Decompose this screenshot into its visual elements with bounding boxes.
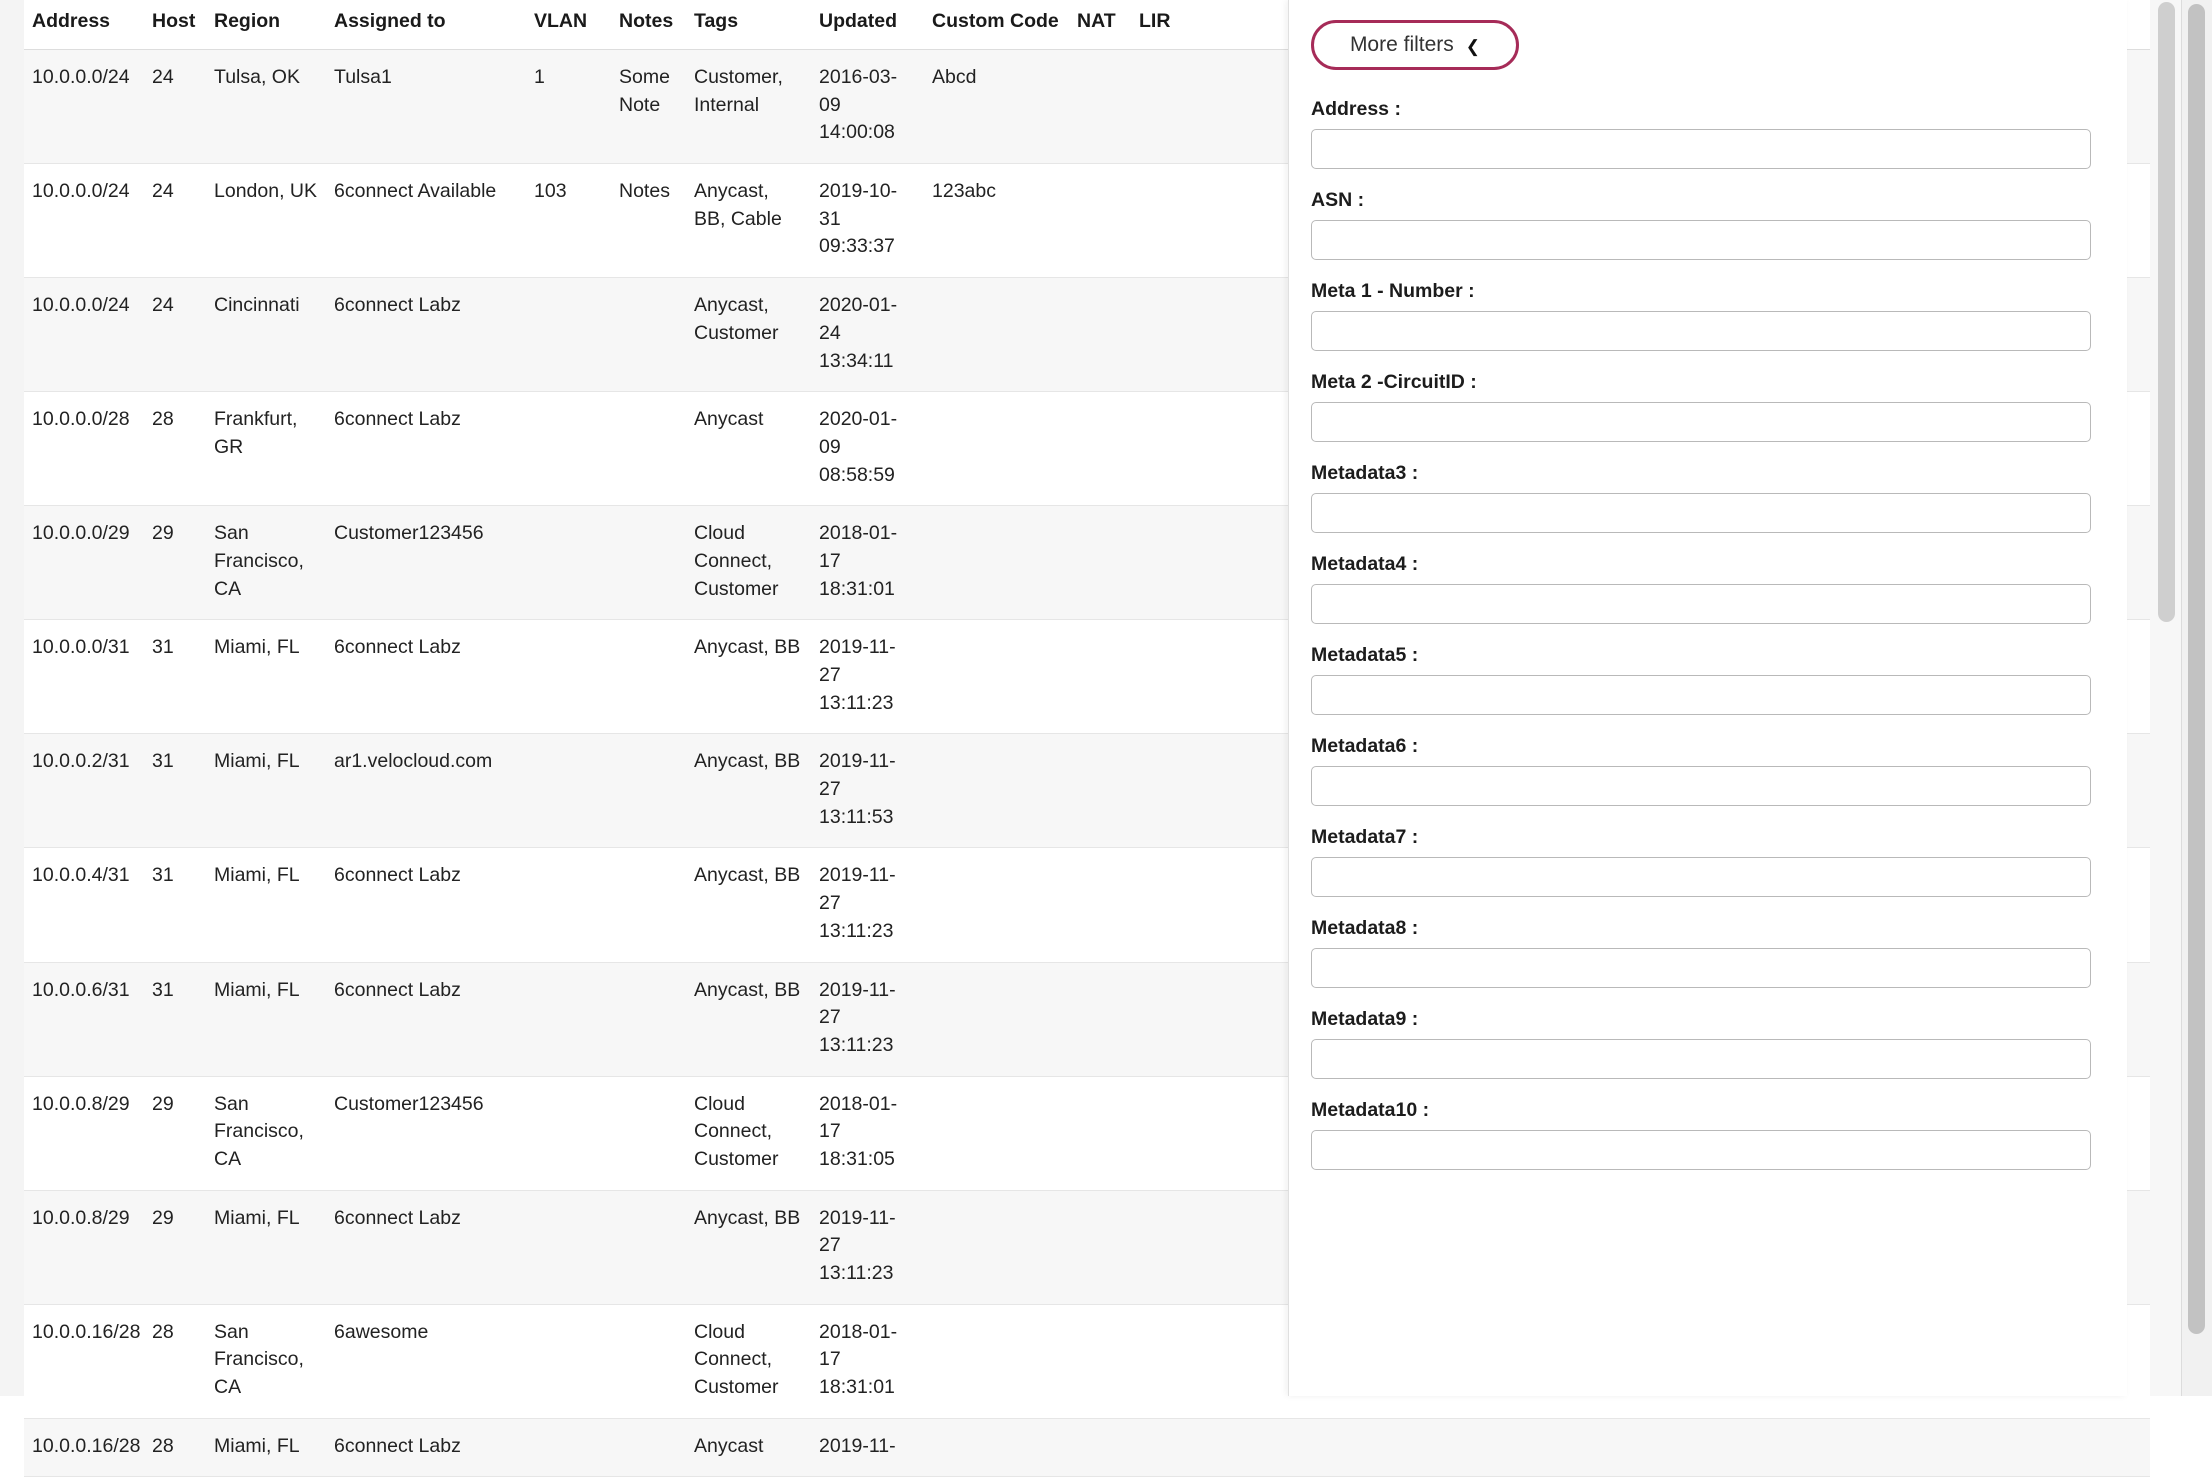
filter-input-metadata10[interactable] xyxy=(1311,1130,2091,1170)
cell-nat xyxy=(1069,50,1131,164)
cell-updated: 2016-03-09 14:00:08 xyxy=(811,50,924,164)
cell-notes: Some Note xyxy=(611,50,686,164)
cell-assigned-to: Customer123456 xyxy=(326,1076,526,1190)
cell-nat xyxy=(1069,1076,1131,1190)
filter-field-metadata9 xyxy=(1311,1008,2111,1079)
cell-updated: 2019-11-27 13:11:23 xyxy=(811,962,924,1076)
cell-nat xyxy=(1069,278,1131,392)
cell-custom-code: 123abc xyxy=(924,164,1069,278)
cell-vlan xyxy=(526,392,611,506)
filter-input-meta2-circuitid[interactable] xyxy=(1311,402,2091,442)
cell-vlan xyxy=(526,734,611,848)
cell-custom-code xyxy=(924,278,1069,392)
cell-updated: 2019-11- xyxy=(811,1418,924,1477)
cell-notes xyxy=(611,848,686,962)
cell-notes xyxy=(611,392,686,506)
cell-assigned-to: 6connect Labz xyxy=(326,1190,526,1304)
cell-updated: 2018-01-17 18:31:01 xyxy=(811,506,924,620)
cell-custom-code xyxy=(924,1304,1069,1418)
cell-region: Frankfurt, GR xyxy=(206,392,326,506)
cell-address[interactable]: 10.0.0.0/31 xyxy=(24,620,144,734)
column-header-address[interactable]: Address xyxy=(24,0,144,50)
cell-host: 29 xyxy=(144,1190,206,1304)
cell-vlan xyxy=(526,1304,611,1418)
cell-tags: Anycast, BB xyxy=(686,620,811,734)
cell-updated: 2020-01-24 13:34:11 xyxy=(811,278,924,392)
cell-address[interactable]: 10.0.0.8/29 xyxy=(24,1190,144,1304)
filter-label-asn: ASN : xyxy=(1311,189,1365,211)
cell-lir xyxy=(1131,50,1191,164)
cell-nat xyxy=(1069,392,1131,506)
filter-field-metadata8 xyxy=(1311,917,2111,988)
cell-tags: Anycast, BB xyxy=(686,848,811,962)
filter-input-metadata6[interactable] xyxy=(1311,766,2091,806)
cell-address[interactable]: 10.0.0.0/29 xyxy=(24,506,144,620)
more-filters-toggle[interactable] xyxy=(1311,20,1519,70)
cell-host: 29 xyxy=(144,1076,206,1190)
cell-host: 31 xyxy=(144,620,206,734)
filter-field-address xyxy=(1311,98,2111,169)
cell-assigned-to: 6connect Labz xyxy=(326,962,526,1076)
cell-nat xyxy=(1069,164,1131,278)
cell-host: 31 xyxy=(144,734,206,848)
cell-updated: 2019-11-27 13:11:23 xyxy=(811,620,924,734)
cell-host: 24 xyxy=(144,164,206,278)
cell-host: 28 xyxy=(144,392,206,506)
filter-label-metadata4: Metadata4 : xyxy=(1311,553,1419,575)
column-header-vlan[interactable]: VLAN xyxy=(526,0,611,50)
cell-lir xyxy=(1131,164,1191,278)
inner-vertical-scrollbar[interactable] xyxy=(2150,0,2182,1396)
cell-custom-code xyxy=(924,848,1069,962)
column-header-updated[interactable]: Updated xyxy=(811,0,924,50)
column-header-assigned-to[interactable]: Assigned to xyxy=(326,0,526,50)
cell-host: 28 xyxy=(144,1418,206,1477)
cell-host: 24 xyxy=(144,50,206,164)
cell-assigned-to: 6connect Available xyxy=(326,164,526,278)
cell-updated: 2018-01-17 18:31:01 xyxy=(811,1304,924,1418)
cell-assigned-to: 6connect Labz xyxy=(326,278,526,392)
column-header-notes[interactable]: Notes xyxy=(611,0,686,50)
cell-notes xyxy=(611,734,686,848)
cell-region: San Francisco, CA xyxy=(206,506,326,620)
cell-vlan xyxy=(526,278,611,392)
cell-assigned-to: 6awesome xyxy=(326,1304,526,1418)
cell-nat xyxy=(1069,1418,1131,1477)
filter-input-metadata8[interactable] xyxy=(1311,948,2091,988)
cell-host: 31 xyxy=(144,848,206,962)
cell-lir xyxy=(1131,962,1191,1076)
filter-label-meta1-number: Meta 1 - Number : xyxy=(1311,280,1475,302)
cell-custom-code xyxy=(924,1418,1069,1477)
chevron-left-icon: ❮ xyxy=(1465,36,1481,56)
cell-lir xyxy=(1131,620,1191,734)
column-header-custom-code[interactable]: Custom Code xyxy=(924,0,1069,50)
column-header-nat[interactable]: NAT xyxy=(1069,0,1131,50)
cell-updated: 2019-11-27 13:11:23 xyxy=(811,1190,924,1304)
cell-nat xyxy=(1069,1304,1131,1418)
filter-input-meta1-number[interactable] xyxy=(1311,311,2091,351)
cell-vlan xyxy=(526,506,611,620)
cell-region: Tulsa, OK xyxy=(206,50,326,164)
filter-label-meta2-circuitid: Meta 2 -CircuitID : xyxy=(1311,371,1477,393)
filter-label-metadata6: Metadata6 : xyxy=(1311,735,1419,757)
cell-address[interactable]: 10.0.0.16/28 xyxy=(24,1304,144,1418)
cell-custom-code xyxy=(924,1190,1069,1304)
cell-vlan xyxy=(526,962,611,1076)
cell-region: Miami, FL xyxy=(206,620,326,734)
cell-vlan: 103 xyxy=(526,164,611,278)
more-filters-panel xyxy=(1288,0,2127,1396)
column-header-lir[interactable]: LIR xyxy=(1131,0,1191,50)
cell-tags: Anycast, BB, Cable xyxy=(686,164,811,278)
cell-custom-code xyxy=(924,392,1069,506)
column-header-region[interactable]: Region xyxy=(206,0,326,50)
cell-updated: 2019-11-27 13:11:23 xyxy=(811,848,924,962)
cell-notes xyxy=(611,962,686,1076)
cell-vlan xyxy=(526,620,611,734)
cell-tags: Anycast xyxy=(686,392,811,506)
filter-field-meta2-circuitid xyxy=(1311,371,2111,442)
cell-address[interactable]: 10.0.0.0/24 xyxy=(24,278,144,392)
cell-host: 31 xyxy=(144,962,206,1076)
cell-region: Miami, FL xyxy=(206,734,326,848)
cell-nat xyxy=(1069,620,1131,734)
cell-assigned-to: 6connect Labz xyxy=(326,392,526,506)
filter-field-asn xyxy=(1311,189,2111,260)
cell-host: 24 xyxy=(144,278,206,392)
cell-notes xyxy=(611,506,686,620)
cell-assigned-to: 6connect Labz xyxy=(326,848,526,962)
cell-address[interactable]: 10.0.0.0/24 xyxy=(24,50,144,164)
cell-address[interactable]: 10.0.0.4/31 xyxy=(24,848,144,962)
cell-custom-code xyxy=(924,506,1069,620)
filter-label-metadata7: Metadata7 : xyxy=(1311,826,1419,848)
cell-notes: Notes xyxy=(611,164,686,278)
cell-assigned-to: 6connect Labz xyxy=(326,620,526,734)
cell-vlan xyxy=(526,1418,611,1477)
column-header-host[interactable]: Host xyxy=(144,0,206,50)
cell-lir xyxy=(1131,848,1191,962)
cell-region: Cincinnati xyxy=(206,278,326,392)
cell-host: 28 xyxy=(144,1304,206,1418)
cell-tags: Cloud Connect, Customer xyxy=(686,506,811,620)
filter-input-asn[interactable] xyxy=(1311,220,2091,260)
cell-tags: Anycast, BB xyxy=(686,1190,811,1304)
cell-region: London, UK xyxy=(206,164,326,278)
filter-label-metadata9: Metadata9 : xyxy=(1311,1008,1419,1030)
left-gutter xyxy=(0,0,25,1396)
cell-tags: Anycast, Customer xyxy=(686,278,811,392)
cell-region: San Francisco, CA xyxy=(206,1304,326,1418)
column-header-tags[interactable]: Tags xyxy=(686,0,811,50)
cell-tags: Cloud Connect, Customer xyxy=(686,1304,811,1418)
cell-address[interactable]: 10.0.0.6/31 xyxy=(24,962,144,1076)
cell-assigned-to: Customer123456 xyxy=(326,506,526,620)
cell-lir xyxy=(1131,1190,1191,1304)
filter-field-meta1-number xyxy=(1311,280,2111,351)
filter-label-metadata5: Metadata5 : xyxy=(1311,644,1419,666)
cell-lir xyxy=(1131,1418,1191,1477)
cell-tags: Anycast, BB xyxy=(686,962,811,1076)
cell-custom-code xyxy=(924,734,1069,848)
cell-tags: Customer, Internal xyxy=(686,50,811,164)
cell-host: 29 xyxy=(144,506,206,620)
cell-custom-code xyxy=(924,620,1069,734)
cell-nat xyxy=(1069,506,1131,620)
filter-field-metadata7 xyxy=(1311,826,2111,897)
cell-updated: 2018-01-17 18:31:05 xyxy=(811,1076,924,1190)
cell-region: San Francisco, CA xyxy=(206,1076,326,1190)
cell-updated: 2019-11-27 13:11:53 xyxy=(811,734,924,848)
cell-tags: Anycast xyxy=(686,1418,811,1477)
filter-field-metadata3 xyxy=(1311,462,2111,533)
filter-input-metadata5[interactable] xyxy=(1311,675,2091,715)
filter-field-metadata10 xyxy=(1311,1099,2111,1170)
filter-input-metadata3[interactable] xyxy=(1311,493,2091,533)
cell-tags: Cloud Connect, Customer xyxy=(686,1076,811,1190)
filter-input-metadata4[interactable] xyxy=(1311,584,2091,624)
inner-vertical-scrollbar-thumb[interactable] xyxy=(2158,2,2175,622)
cell-custom-code: Abcd xyxy=(924,50,1069,164)
cell-assigned-to: Tulsa1 xyxy=(326,50,526,164)
cell-lir xyxy=(1131,392,1191,506)
cell-address[interactable]: 10.0.0.0/24 xyxy=(24,164,144,278)
cell-nat xyxy=(1069,962,1131,1076)
cell-nat xyxy=(1069,734,1131,848)
cell-region: Miami, FL xyxy=(206,848,326,962)
cell-notes xyxy=(611,620,686,734)
cell-assigned-to: ar1.velocloud.com xyxy=(326,734,526,848)
cell-address[interactable]: 10.0.0.2/31 xyxy=(24,734,144,848)
cell-address[interactable]: 10.0.0.0/28 xyxy=(24,392,144,506)
more-filters-label: More filters xyxy=(1349,33,1454,56)
table-row[interactable] xyxy=(24,1418,2150,1477)
cell-nat xyxy=(1069,1190,1131,1304)
filter-fields xyxy=(1311,98,2111,1190)
cell-notes xyxy=(611,1418,686,1477)
cell-updated: 2019-10-31 09:33:37 xyxy=(811,164,924,278)
filter-label-metadata10: Metadata10 : xyxy=(1311,1099,1430,1121)
filter-label-metadata8: Metadata8 : xyxy=(1311,917,1419,939)
filter-field-metadata5 xyxy=(1311,644,2111,715)
filter-label-metadata3: Metadata3 : xyxy=(1311,462,1419,484)
cell-region: Miami, FL xyxy=(206,962,326,1076)
cell-address[interactable]: 10.0.0.8/29 xyxy=(24,1076,144,1190)
cell-region: Miami, FL xyxy=(206,1190,326,1304)
cell-vlan xyxy=(526,1076,611,1190)
cell-custom-code xyxy=(924,1076,1069,1190)
cell-spacer xyxy=(1191,1418,2150,1477)
window-vertical-scrollbar[interactable] xyxy=(2181,0,2212,1396)
filter-field-metadata6 xyxy=(1311,735,2111,806)
filter-input-metadata7[interactable] xyxy=(1311,857,2091,897)
cell-address[interactable]: 10.0.0.16/28 xyxy=(24,1418,144,1477)
cell-lir xyxy=(1131,734,1191,848)
cell-lir xyxy=(1131,278,1191,392)
cell-nat xyxy=(1069,848,1131,962)
window-vertical-scrollbar-thumb[interactable] xyxy=(2188,4,2205,1334)
cell-custom-code xyxy=(924,962,1069,1076)
cell-lir xyxy=(1131,1076,1191,1190)
cell-updated: 2020-01-09 08:58:59 xyxy=(811,392,924,506)
cell-region: Miami, FL xyxy=(206,1418,326,1477)
cell-vlan xyxy=(526,1190,611,1304)
cell-assigned-to: 6connect Labz xyxy=(326,1418,526,1477)
filter-input-address[interactable] xyxy=(1311,129,2091,169)
cell-notes xyxy=(611,1190,686,1304)
cell-lir xyxy=(1131,1304,1191,1418)
filter-label-address: Address : xyxy=(1311,98,1401,120)
cell-notes xyxy=(611,1076,686,1190)
filter-input-metadata9[interactable] xyxy=(1311,1039,2091,1079)
cell-vlan xyxy=(526,848,611,962)
cell-notes xyxy=(611,278,686,392)
cell-notes xyxy=(611,1304,686,1418)
cell-tags: Anycast, BB xyxy=(686,734,811,848)
cell-lir xyxy=(1131,506,1191,620)
horizontal-scrollbar[interactable] xyxy=(24,1382,2120,1396)
cell-vlan: 1 xyxy=(526,50,611,164)
filter-field-metadata4 xyxy=(1311,553,2111,624)
